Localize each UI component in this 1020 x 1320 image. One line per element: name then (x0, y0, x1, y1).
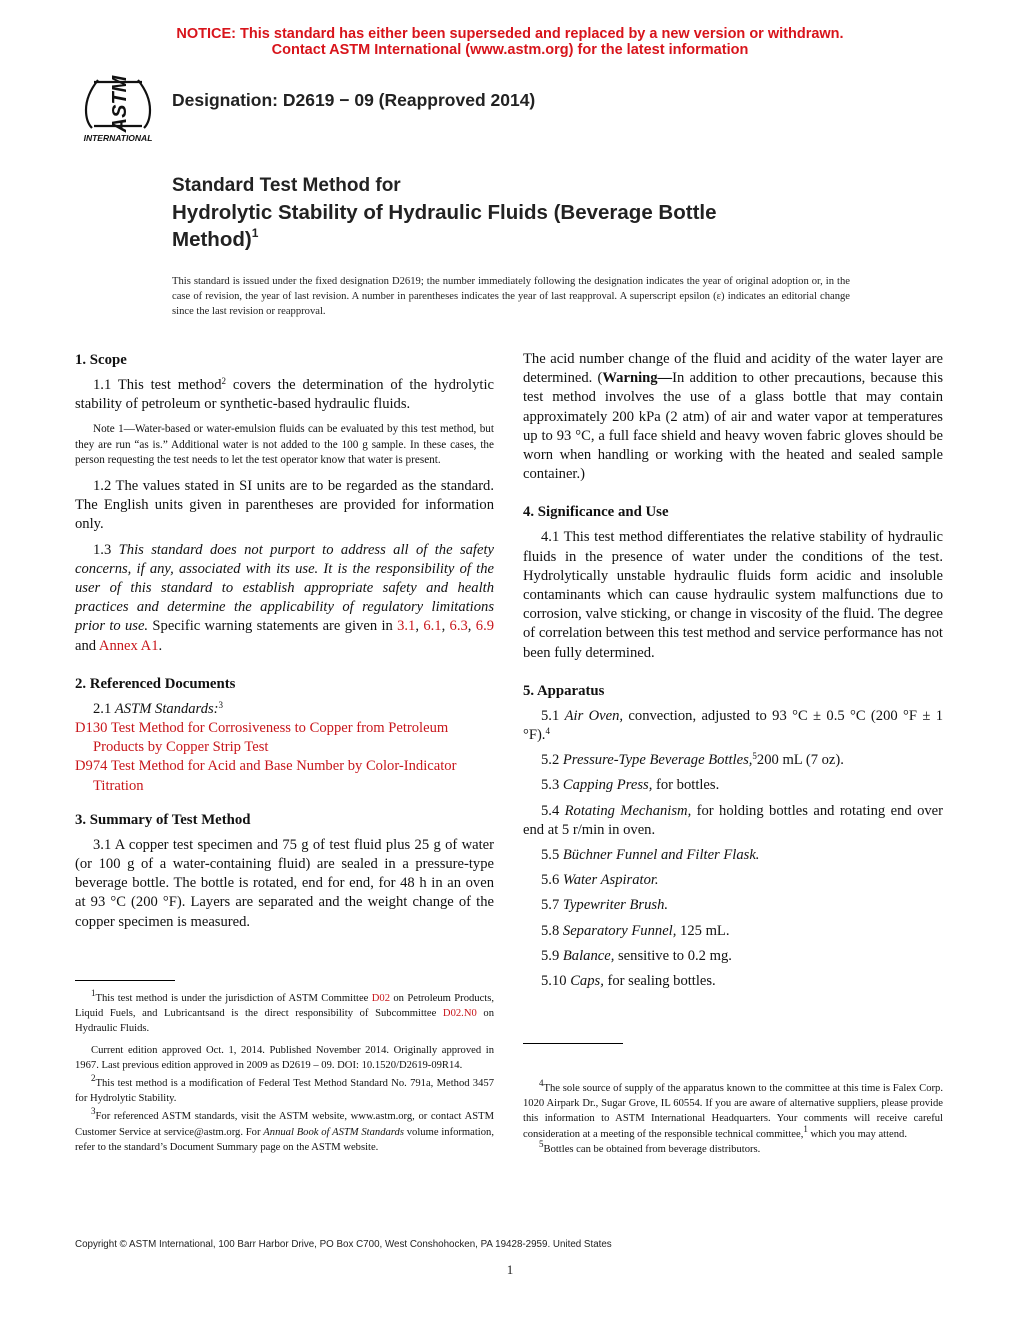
apparatus-5-6: 5.6 Water Aspirator. (541, 872, 659, 889)
section-significance-heading: 4. Significance and Use (523, 504, 669, 521)
apparatus-5-8: 5.8 Separatory Funnel, 125 mL. (541, 922, 730, 939)
title-line-1: Standard Test Method for (172, 175, 401, 196)
logo-subtext: INTERNATIONAL (83, 133, 153, 143)
para-3-1: 3.1 A copper test specimen and 75 g of test fluid plus 25 g of water (or 100 g of a water-containing fluid) are sealed in a pressure-type beverage bottle. The bottle is rotated, end for end, for 48 h in an oven at 93 °C (200 °F). Layers are separated and the weight change of the copper specimen is measured. (75, 836, 494, 930)
right-column (523, 350, 943, 991)
link-6-1[interactable]: 6.1 (423, 618, 442, 635)
link-3-1[interactable]: 3.1 (397, 618, 416, 635)
para-1-1: 1.1 This test method$^2$ covers the determination of the hydrolytic stability of petroleum or synthetic-based hydraulic fluids. (75, 376, 494, 413)
ref-d130[interactable]: D130 Test Method for Corrosiveness to Copper from Petroleum Products by Copper Strip Test (75, 719, 449, 756)
left-column (75, 350, 494, 932)
footnote-5: $^5$Bottles can be obtained from beverage distributors. (539, 1138, 761, 1155)
link-annex-a1[interactable]: Annex A1 (98, 637, 159, 654)
page-number: 1 (506, 1262, 514, 1277)
designation: Designation: D2619 − 09 (Reapproved 2014) (172, 90, 536, 110)
note-1: Note 1—Water-based or water-emulsion fluids can be evaluated by this test method, but they are run “as is.” Additional water is not added to the 100 g sample. In these cases, the person requesting the test needs to let the test operator know that water is present. (75, 423, 494, 467)
footnote-ref-3: 3 (218, 699, 224, 710)
apparatus-5-5: 5.5 Büchner Funnel and Filter Flask. (541, 847, 760, 864)
footnote-3: $^3$For referenced ASTM standards, visit the ASTM website, www.astm.org, or contact ASTM Customer Service at service@astm.org. For Annual Book of ASTM Standards volume information, refer to the standard’s Document Summary page on the ASTM website. (75, 1106, 494, 1153)
footnote-4: $^4$The sole source of supply of the apparatus known to the committee at this time is Falex Corp. 1020 Airpark Dr., Sugar Grove, IL 60554. If you are aware of alternative suppliers, please provide this information to ASTM International Headquarters. Your comments will receive careful consideration at a meeting of the responsible technical committee,$^1$ which you may attend. (523, 1078, 943, 1140)
footnote-1-edition: Current edition approved Oct. 1, 2014. Published November 2014. Originally approved in 1967. Last previous edition approved in 2009 as D2619 – 09. DOI: 10.1520/D2619-09R14. (75, 1044, 494, 1071)
section-scope-heading: 1. Scope (75, 352, 127, 368)
notice-line-1: NOTICE: This standard has either been superseded and replaced by a new version or withdrawn. (176, 26, 844, 42)
footnote-2: $^2$This test method is a modification of Federal Test Method Standard No. 791a, Method 3457 for Hydrolytic Stability. (75, 1073, 494, 1105)
footnote-ref-5: 5 (752, 751, 757, 762)
title-footnote-mark: 1 (251, 226, 259, 240)
link-d02[interactable]: D02 (371, 993, 390, 1004)
section-refdocs-heading: 2. Referenced Documents (75, 675, 236, 692)
para-3-1-continued: The acid number change of the fluid and acidity of the water layer are determined. (Warning—In addition to other precautions, because this test method involves the use of a glass bottle that may contain approximately 200 kPa (2 atm) of air and water vapor at temperatures up to 93 °C, a full face shield and heavy woven fabric gloves should be worn when handling or working with the heated and sealed sample container.) (523, 351, 943, 483)
footnote-1: $^1$This test method is under the jurisdiction of ASTM Committee D02 on Petroleum Products, Liquid Fuels, and Lubricantsand is the direct responsibility of Subcommittee D02.N0 on Hydraulic Fluids. (75, 988, 494, 1035)
footnote-ref-4: 4 (545, 726, 550, 737)
footnotes-right (523, 1043, 943, 1157)
apparatus-5-3: 5.3 Capping Press, for bottles. (541, 777, 720, 794)
section-apparatus-heading: 5. Apparatus (523, 682, 605, 699)
astm-logo (76, 72, 160, 144)
title-line-3 (172, 226, 892, 253)
supersede-notice (0, 26, 1020, 58)
para-1-2: 1.2 The values stated in SI units are to be regarded as the standard. The English units given in parentheses are provided for information only. (75, 477, 494, 533)
issuance-statement: This standard is issued under the fixed designation D2619; the number immediately following the designation indicates the year of original adoption or, in the case of revision, the year of last revision. A number in parentheses indicates the year of last reapproval. A superscript epsilon (ε) indicates an editorial change since the last revision or reapproval. (172, 276, 850, 318)
footnotes-left (75, 980, 494, 1155)
document-title (172, 173, 892, 253)
notice-line-2: Contact ASTM International (www.astm.org) for the latest information (271, 42, 749, 58)
apparatus-5-2: 5.2 Pressure-Type Beverage Bottles,$^5$200 mL (7 oz). (541, 751, 844, 769)
apparatus-5-7: 5.7 Typewriter Brush. (541, 897, 669, 914)
copyright-line: Copyright © ASTM International, 100 Barr Harbor Drive, PO Box C700, West Conshohocken, PA 19428-2959. United States (75, 1239, 612, 1250)
link-d02-n0[interactable]: D02.N0 (442, 1008, 477, 1020)
link-6-9[interactable]: 6.9 (475, 618, 495, 635)
para-1-3: 1.3 This standard does not purport to address all of the safety concerns, if any, associated with its use. It is the responsibility of the user of this standard to establish appropriate safety and health practices and determine the applicability of regulatory limitations prior to use. Specific warning statements are given in 3.1, 6.1, 6.3, 6.9 and Annex A1. (75, 541, 495, 654)
link-6-3[interactable]: 6.3 (449, 618, 468, 635)
ref-d974[interactable]: D974 Test Method for Acid and Base Number by Color-Indicator Titration (75, 758, 457, 794)
apparatus-5-10: 5.10 Caps, for sealing bottles. (541, 973, 716, 990)
apparatus-5-1: 5.1 Air Oven, convection, adjusted to 93 °C ± 0.5 °C (200 °F ± 1 °F).$^4$ (523, 707, 944, 744)
para-4-1: 4.1 This test method differentiates the relative stability of hydraulic fluids in the presence of water under the conditions of the test. Hydrolytically unstable hydraulic fluids form acidic and insoluble contaminants which can cause hydraulic system malfunctions due to corrosion, valve sticking, or change in viscosity of the fluid. The degree of correlation between this test method and service performance has not been fully determined. (523, 529, 943, 661)
apparatus-5-9: 5.9 Balance, sensitive to 0.2 mg. (541, 947, 732, 964)
section-summary-heading: 3. Summary of Test Method (75, 811, 251, 828)
title-line-2: Hydrolytic Stability of Hydraulic Fluids (Beverage Bottle (172, 201, 717, 224)
footnote-ref-2: 2 (221, 376, 226, 386)
para-2-1: 2.1 ASTM Standards:$^3$ (93, 699, 224, 717)
logo-mark: ASTM (109, 75, 131, 133)
apparatus-5-4: 5.4 Rotating Mechanism, for holding bottles and rotating end over end at 5 r/min in oven. (523, 802, 944, 838)
title-line-3-text: Method) (172, 228, 252, 251)
